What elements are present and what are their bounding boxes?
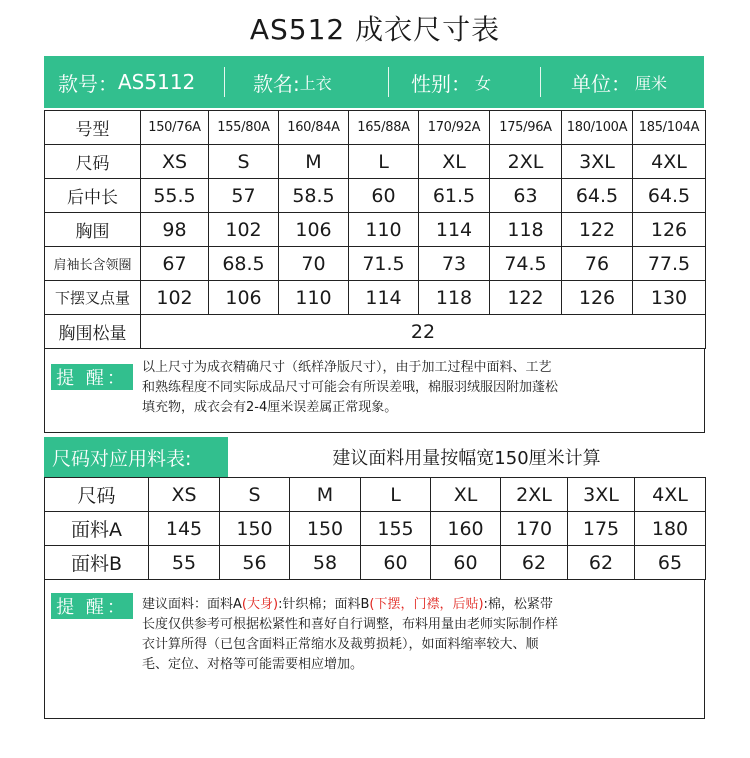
table-cell: XS (141, 145, 209, 179)
table-cell: 175 (568, 512, 635, 546)
table-cell: 61.5 (419, 179, 490, 213)
table-cell: 71.5 (349, 247, 419, 281)
table-cell: 55 (149, 546, 220, 580)
table-cell: 118 (490, 213, 562, 247)
style-number-label: 款号： (58, 71, 118, 96)
table-cell: 185/104A (633, 111, 706, 145)
table-cell: 114 (349, 281, 419, 315)
table-cell: 110 (279, 281, 349, 315)
table-cell: 62 (501, 546, 568, 580)
notice-line: 毛、定位、对格等可能需要相应增加。 (142, 657, 364, 672)
table-cell: 58.5 (279, 179, 349, 213)
notice-text (142, 358, 558, 418)
table-cell: 4XL (635, 478, 706, 512)
table-cell: 155 (361, 512, 431, 546)
table-cell: 62 (568, 546, 635, 580)
fabric-notice-text-cont (142, 615, 558, 655)
table-cell: 122 (562, 213, 633, 247)
table-cell: 60 (361, 546, 431, 580)
style-number-value: AS5112 (118, 70, 196, 94)
row-header: 胸围 (45, 213, 141, 247)
table-cell: 145 (149, 512, 220, 546)
table-cell: 118 (419, 281, 490, 315)
notice-line: 长度仅供参考可根据松紧性和喜好自行调整，布料用量由老师实际制作样 (142, 617, 559, 632)
style-name-label: 款名: (253, 71, 300, 96)
style-name-value: 上衣 (299, 73, 332, 93)
table-cell: 150 (290, 512, 361, 546)
table-cell: 130 (633, 281, 706, 315)
row-header: 尺码 (45, 478, 149, 512)
style-name (225, 56, 388, 108)
table-cell: 170/92A (419, 111, 490, 145)
table-cell: XL (431, 478, 501, 512)
table-cell: 102 (141, 281, 209, 315)
info-bar (44, 56, 704, 108)
table-cell: 126 (633, 213, 706, 247)
table-cell: 68.5 (209, 247, 279, 281)
table-cell: 155/80A (209, 111, 279, 145)
notice-line: 填充物，成衣会有2-4厘米误差属正常现象。 (142, 400, 398, 415)
table-cell: 76 (562, 247, 633, 281)
style-number (44, 56, 224, 108)
table-cell: 165/88A (349, 111, 419, 145)
table-cell: 4XL (633, 145, 706, 179)
table-cell: 64.5 (562, 179, 633, 213)
table-cell: 65 (635, 546, 706, 580)
table-cell: 98 (141, 213, 209, 247)
table-cell: 126 (562, 281, 633, 315)
table-cell: M (279, 145, 349, 179)
table-cell: L (361, 478, 431, 512)
fabric-section-label: 尺码对应用料表: (44, 437, 228, 477)
table-cell: 160 (431, 512, 501, 546)
table-cell: 180/100A (562, 111, 633, 145)
table-cell: 3XL (568, 478, 635, 512)
notice-span: 建议面料：面料A (142, 597, 242, 612)
table-cell: 74.5 (490, 247, 562, 281)
table-row (45, 512, 706, 546)
table-cell: 122 (490, 281, 562, 315)
gender-label: 性别： (411, 71, 471, 96)
row-header: 面料A (45, 512, 149, 546)
table-cell: 114 (419, 213, 490, 247)
notice-badge: 提 醒： (51, 364, 133, 390)
notice-box (44, 349, 705, 433)
table-cell: 64.5 (633, 179, 706, 213)
table-cell: 55.5 (141, 179, 209, 213)
table-row (45, 247, 706, 281)
ease-value: 22 (141, 315, 706, 349)
unit-label: 单位： (571, 71, 631, 96)
table-cell: 2XL (490, 145, 562, 179)
table-cell: 73 (419, 247, 490, 281)
row-header: 胸围松量 (45, 315, 141, 349)
table-cell: 2XL (501, 478, 568, 512)
gender (389, 56, 540, 108)
table-cell: 106 (279, 213, 349, 247)
notice-span: :针织棉；面料B (278, 597, 370, 612)
table-cell: 150/76A (141, 111, 209, 145)
row-header: 尺码 (45, 145, 141, 179)
notice-span: :棉，松紧带 (483, 597, 553, 612)
table-cell: 63 (490, 179, 562, 213)
page-title: AS512 成衣尺寸表 (249, 13, 501, 46)
table-cell: 106 (209, 281, 279, 315)
highlight-text: (大身) (241, 597, 279, 612)
table-row (45, 213, 706, 247)
highlight-text: (下摆，门襟，后贴) (369, 597, 484, 612)
table-cell: M (290, 478, 361, 512)
row-header: 下摆叉点量 (45, 281, 141, 315)
fabric-table (44, 477, 706, 580)
notice-line: 和熟练程度不同实际成品尺寸可能会有所误差哦，棉服羽绒服因附加蓬松 (142, 380, 559, 395)
table-cell: 56 (220, 546, 290, 580)
table-cell: L (349, 145, 419, 179)
table-row (45, 546, 706, 580)
table-cell: 77.5 (633, 247, 706, 281)
table-cell: 60 (431, 546, 501, 580)
table-cell: 150 (220, 512, 290, 546)
table-row (45, 281, 706, 315)
table-cell: 160/84A (279, 111, 349, 145)
row-header: 肩袖长含领圈 (45, 247, 141, 281)
table-cell: S (220, 478, 290, 512)
table-row (45, 315, 706, 349)
table-cell: 60 (349, 179, 419, 213)
table-row (45, 179, 706, 213)
fabric-section-header (44, 437, 705, 477)
table-cell: S (209, 145, 279, 179)
fabric-notice-box (44, 579, 705, 719)
unit-value: 厘米 (635, 73, 668, 93)
table-cell: 180 (635, 512, 706, 546)
unit (541, 56, 701, 108)
size-table (44, 110, 706, 349)
notice-badge: 提 醒： (51, 593, 133, 619)
gender-value: 女 (475, 73, 492, 93)
table-cell: 110 (349, 213, 419, 247)
table-cell: 58 (290, 546, 361, 580)
table-cell: 3XL (562, 145, 633, 179)
notice-line: 以上尺寸为成衣精确尺寸（纸样净版尺寸），由于加工过程中面料、工艺 (142, 360, 552, 375)
table-cell: 102 (209, 213, 279, 247)
table-cell: 57 (209, 179, 279, 213)
fabric-section-note: 建议面料用量按幅宽150厘米计算 (332, 448, 601, 469)
table-row (45, 111, 706, 145)
table-row (45, 478, 706, 512)
table-cell: 170 (501, 512, 568, 546)
fabric-notice-text-end (142, 655, 363, 675)
table-cell: 70 (279, 247, 349, 281)
table-cell: XL (419, 145, 490, 179)
notice-line: 衣计算所得（已包含面料正常缩水及裁剪损耗），如面料缩率较大、顺 (142, 637, 539, 652)
table-row (45, 145, 706, 179)
fabric-notice-text (142, 595, 553, 615)
row-header: 号型 (45, 111, 141, 145)
table-cell: 175/96A (490, 111, 562, 145)
row-header: 面料B (45, 546, 149, 580)
notice-line (142, 595, 553, 615)
row-header: 后中长 (45, 179, 141, 213)
table-cell: XS (149, 478, 220, 512)
table-cell: 67 (141, 247, 209, 281)
